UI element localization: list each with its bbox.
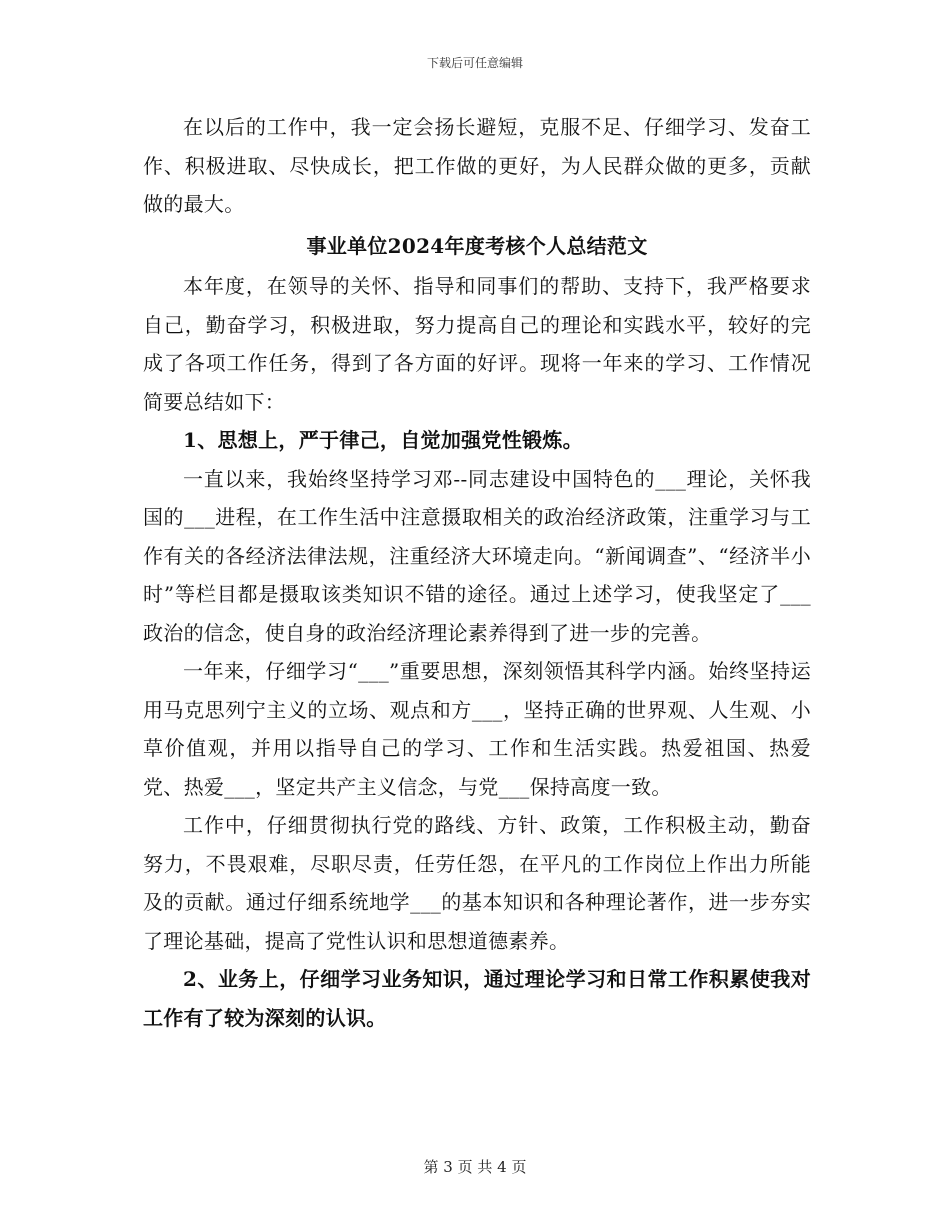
heading-ideology: 1、思想上，严于律己，自觉加强党性锻炼。 [183,428,583,452]
page-footer: 第 3 页 共 4 页 [423,1158,527,1176]
section-title: 事业单位2024年度考核个人总结范文 [306,233,648,258]
paragraph-intro: 本年度，在领导的关怀、指导和同事们的帮助、支持下，我严格要求自己，勤奋学习，积极进取，努力提高自己的理论和实践水平，较好的完成了各项工作任务，得到了各方面的好评。现将一年来的学习、工作情况简要总结如下： [143,274,811,414]
paragraph-study: 一直以来，我始终坚持学习邓--同志建设中国特色的___理论，关怀我国的___进程，在工作生活中注意摄取相关的政治经济政策，注重学习与工作有关的各经济法律法规，注重经济大环境走向。“新闻调查”、“经济半小时”等栏目都是摄取该类知识不错的途径。通过上述学习，使我坚定了___政治的信念，使自身的政治经济理论素养得到了进一步的完善。 [143,466,811,645]
paragraph-thought: 一年来，仔细学习“___”重要思想，深刻领悟其科学内涵。始终坚持运用马克思列宁主义的立场、观点和方___，坚持正确的世界观、人生观、小草价值观，并用以指导自己的学习、工作和生活实践。热爱祖国、热爱党、热爱___，坚定共产主义信念，与党___保持高度一致。 [143,659,811,799]
paragraph-conclusion: 在以后的工作中，我一定会扬长避短，克服不足、仔细学习、发奋工作、积极进取、尽快成长，把工作做的更好，为人民群众做的更多，贡献做的最大。 [143,115,811,216]
document-body [143,108,811,1037]
paragraph-work: 工作中，仔细贯彻执行党的路线、方针、政策，工作积极主动，勤奋努力，不畏艰难，尽职尽责，任劳任怨，在平凡的工作岗位上作出力所能及的贡献。通过仔细系统地学___的基本知识和各种理论著作，进一步夯实了理论基础，提高了党性认识和思想道德素养。 [143,813,811,953]
page-header: 下载后可任意编辑 [426,56,523,70]
heading-business: 2、业务上，仔细学习业务知识，通过理论学习和日常工作积累使我对工作有了较为深刻的认识。 [143,967,811,1030]
